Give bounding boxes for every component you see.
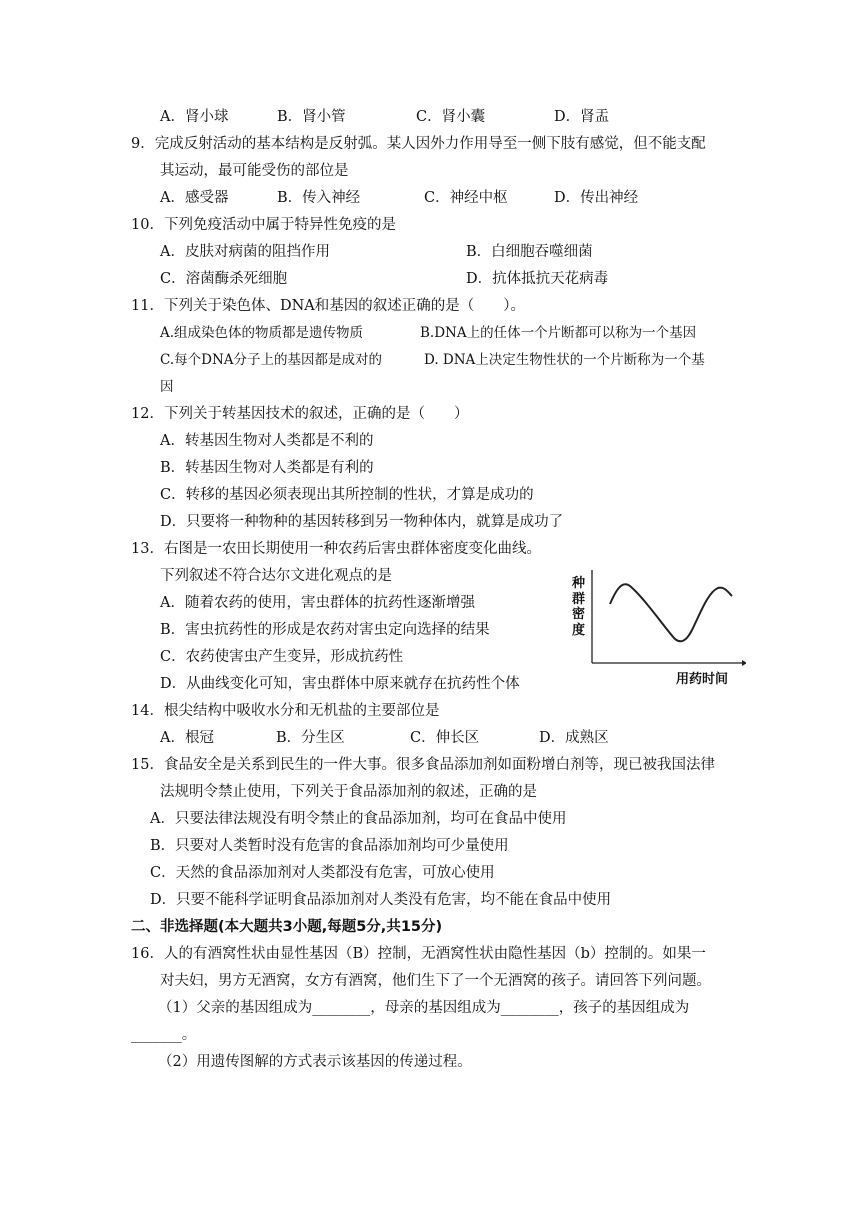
density-curve <box>610 584 732 641</box>
q9-stem-line2: 其运动，最可能受伤的部位是 <box>160 163 349 179</box>
q15-option-a: A．只要法律法规没有明令禁止的食品添加剂，均可在食品中使用 <box>150 811 567 827</box>
q16-part1-line2: _______。 <box>131 1027 197 1043</box>
chart-x-label: 用药时间 <box>676 672 729 687</box>
q16-part2: （2）用遗传图解的方式表示该基因的传递过程。 <box>158 1054 472 1070</box>
q14-stem: 14．根尖结构中吸收水分和无机盐的主要部位是 <box>131 703 440 719</box>
q12-option-b: B．转基因生物对人类都是有利的 <box>160 460 374 476</box>
q11-stem: 11．下列关于染色体、DNA和基因的叙述正确的是（ ）。 <box>131 298 525 314</box>
q14-option-a: A．根冠 <box>160 730 214 746</box>
q15-option-b: B．只要对人类暂时没有危害的食品添加剂均可少量使用 <box>150 838 509 854</box>
q10-option-d: D．抗体抵抗天花病毒 <box>466 271 609 287</box>
q11-option-d-cont: 因 <box>160 379 174 395</box>
q10-stem: 10．下列免疫活动中属于特异性免疫的是 <box>131 217 396 233</box>
q16-stem-line1: 16．人的有酒窝性状由显性基因（B）控制，无酒窝性状由隐性基因（b）控制的。如果一 <box>131 946 706 962</box>
q13-option-d: D．从曲线变化可知，害虫群体中原来就存在抗药性个体 <box>160 676 520 692</box>
q16-part1-line1: （1）父亲的基因组成为________，母亲的基因组成为________，孩子的基因组成为 <box>158 1000 690 1016</box>
q10-option-b: B．白细胞吞噬细菌 <box>466 244 593 260</box>
q14-options <box>160 728 740 748</box>
q12-option-a: A．转基因生物对人类都是不利的 <box>160 433 374 449</box>
q9-option-c: C．神经中枢 <box>424 190 508 206</box>
q16-stem-line2: 对夫妇，男方无酒窝，女方有酒窝，他们生下了一个无酒窝的孩子。请回答下列问题。 <box>160 973 711 989</box>
q9-options <box>160 188 740 208</box>
q9-option-b: B．传入神经 <box>277 190 361 206</box>
q13-stem-line1: 13．右图是一农田长期使用一种农药后害虫群体密度变化曲线。 <box>131 541 541 557</box>
q8-option-a: A．肾小球 <box>160 109 229 125</box>
q14-option-b: B．分生区 <box>276 730 345 746</box>
q15-option-c: C．天然的食品添加剂对人类都没有危害，可放心使用 <box>150 865 495 881</box>
q9-option-d: D．传出神经 <box>554 190 639 206</box>
chart-axes <box>592 570 746 666</box>
q13-option-a: A．随着农药的使用，害虫群体的抗药性逐渐增强 <box>160 595 475 611</box>
q9-stem-line1: 9．完成反射活动的基本结构是反射弧。某人因外力作用导至一侧下肢有感觉，但不能支配 <box>131 136 706 152</box>
q13-stem-line2: 下列叙述不符合达尔文进化观点的是 <box>160 568 392 584</box>
q8-option-b: B．肾小管 <box>277 109 346 125</box>
q13-option-b: B．害虫抗药性的形成是农药对害虫定向选择的结果 <box>160 622 490 638</box>
q12-stem: 12．下列关于转基因技术的叙述，正确的是（ ） <box>131 406 469 422</box>
q8-options <box>160 107 740 127</box>
q15-stem-line1: 15．食品安全是关系到民生的一件大事。很多食品添加剂如面粉增白剂等，现已被我国法律 <box>131 757 715 773</box>
q15-option-d: D．只要不能科学证明食品添加剂对人类没有危害，均不能在食品中使用 <box>150 892 612 908</box>
q11-option-a: A.组成染色体的物质都是遗传物质 <box>160 325 364 341</box>
q8-option-c: C．肾小囊 <box>416 109 486 125</box>
x-axis-arrow <box>742 660 746 666</box>
q10-option-c: C．溶菌酶杀死细胞 <box>160 271 288 287</box>
q11-option-b: B.DNA上的任体一个片断都可以称为一个基因 <box>420 325 697 341</box>
q14-option-c: C．伸长区 <box>410 730 480 746</box>
q11-option-c: C.每个DNA分子上的基因都是成对的 <box>160 352 383 368</box>
q9-option-a: A．感受器 <box>160 190 229 206</box>
q12-option-d: D．只要将一种物种的基因转移到另一物种体内，就算是成功了 <box>160 514 564 530</box>
q12-option-c: C．转移的基因必须表现出其所控制的性状，才算是成功的 <box>160 487 534 503</box>
q8-option-d: D．肾盂 <box>554 109 610 125</box>
chart-y-label: 种群密度 <box>572 576 586 638</box>
q14-option-d: D．成熟区 <box>539 730 609 746</box>
q10-option-a: A．皮肤对病菌的阻挡作用 <box>160 244 330 260</box>
section2-title: 二、非选择题(本大题共3小题,每题5分,共15分) <box>131 919 443 935</box>
q15-stem-line2: 法规明令禁止使用，下列关于食品添加剂的叙述，正确的是 <box>160 784 537 800</box>
q13-option-c: C．农药使害虫产生变异，形成抗药性 <box>160 649 404 665</box>
q11-option-d: D. DNA上决定生物性状的一个片断称为一个基 <box>424 352 705 368</box>
